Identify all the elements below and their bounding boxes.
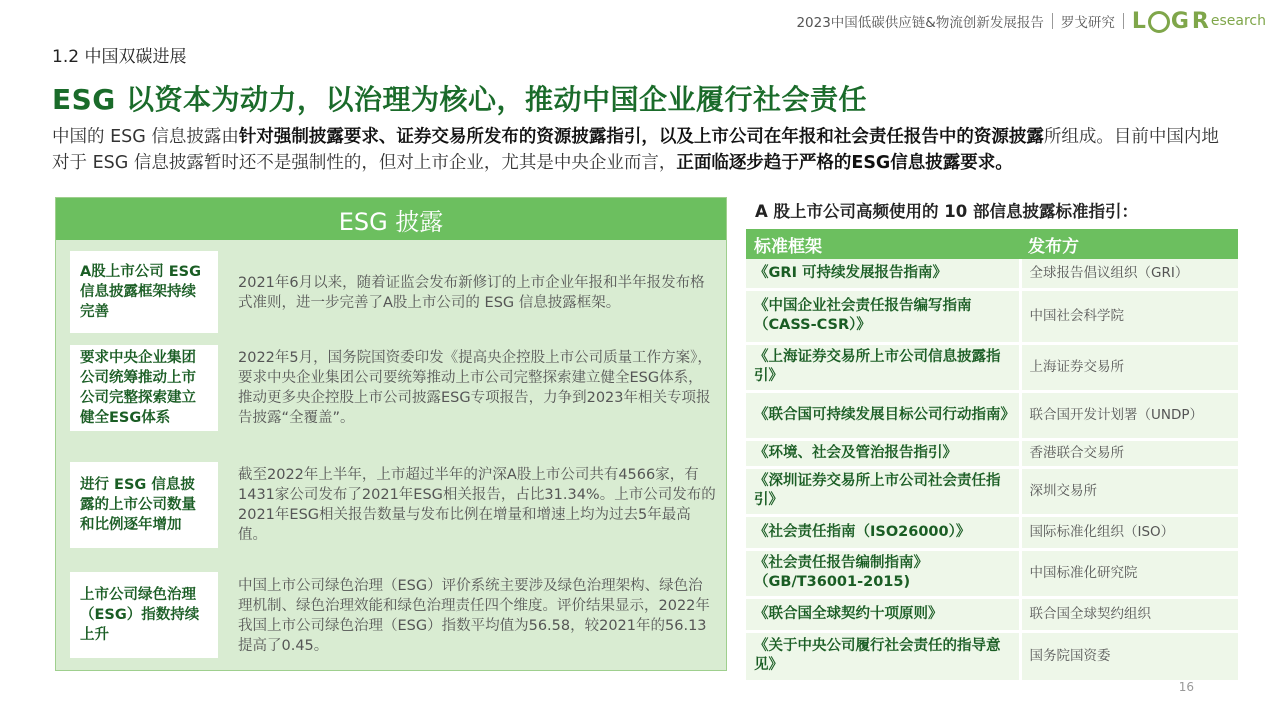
table-row (746, 549, 1238, 597)
framework-issuer: 全球报告倡议组织（GRI） (1020, 259, 1238, 289)
table-row (746, 439, 1238, 467)
esg-row-label: 上市公司绿色治理（ESG）指数持续上升 (70, 572, 218, 658)
framework-name: 《社会责任指南（ISO26000）》 (746, 515, 1020, 549)
top-header (796, 6, 1266, 36)
org-name: 罗戈研究 (1060, 15, 1115, 31)
framework-issuer: 深圳交易所 (1020, 467, 1238, 515)
framework-issuer: 香港联合交易所 (1020, 439, 1238, 467)
esg-row-label: 进行 ESG 信息披露的上市公司数量和比例逐年增加 (70, 462, 218, 548)
logo: L G R esearch (1131, 8, 1266, 34)
framework-issuer: 中国社会科学院 (1020, 289, 1238, 343)
report-title: 2023中国低碳供应链&物流创新发展报告 (796, 15, 1044, 31)
intro-paragraph (52, 124, 1222, 176)
logo-o-icon (1148, 11, 1170, 33)
intro-text-1: 中国的 ESG 信息披露由 (52, 127, 239, 147)
esg-row-label: 要求中央企业集团公司统筹推动上市公司完整探索建立健全ESG体系 (70, 345, 218, 431)
esg-row-desc: 2021年6月以来，随着证监会发布新修订的上市企业年报和半年报发布格式准则，进一步完善了A股上市公司的 ESG 信息披露框架。 (238, 275, 705, 311)
framework-issuer: 上海证券交易所 (1020, 343, 1238, 391)
framework-name: 《联合国全球契约十项原则》 (746, 597, 1020, 631)
framework-name: 《GRI 可持续发展报告指南》 (746, 259, 1020, 289)
standards-table-title: A 股上市公司高频使用的 10 部信息披露标准指引： (755, 202, 1138, 221)
esg-row-desc: 2022年5月，国务院国资委印发《提高央企控股上市公司质量工作方案》，要求中央企业集团公司要统筹推动上市公司完整探索建立健全ESG体系，推动更多央企控股上市公司披露ESG专项报告，力争到2023年相关专项报告披露“全覆盖”。 (238, 350, 712, 426)
table-row (746, 631, 1238, 681)
framework-issuer: 联合国开发计划署（UNDP） (1020, 391, 1238, 439)
intro-text-2: 所组成。目前中国内地对于 ESG 信息披露暂时还不是强制性的，但对上市企业，尤其是中央企业而言， (52, 127, 1219, 173)
standards-table (746, 229, 1238, 683)
table-row (746, 515, 1238, 549)
table-header-row (746, 229, 1238, 259)
framework-issuer: 中国标准化研究院 (1020, 549, 1238, 597)
table-row (746, 343, 1238, 391)
esg-panel-title: ESG 披露 (56, 198, 726, 240)
framework-name: 《上海证券交易所上市公司信息披露指引》 (746, 343, 1020, 391)
col-header-framework: 标准框架 (746, 229, 1020, 259)
esg-row-label: A股上市公司 ESG 信息披露框架持续完善 (70, 251, 218, 333)
framework-issuer: 国际标准化组织（ISO） (1020, 515, 1238, 549)
page-headline: ESG 以资本为动力，以治理为核心，推动中国企业履行社会责任 (52, 83, 868, 116)
intro-bold-2: 正面临逐步趋于严格的ESG信息披露要求。 (676, 153, 1013, 173)
table-row (746, 259, 1238, 289)
framework-name: 《关于中央公司履行社会责任的指导意见》 (746, 631, 1020, 681)
framework-issuer: 国务院国资委 (1020, 631, 1238, 681)
col-header-issuer: 发布方 (1020, 229, 1238, 259)
esg-row-desc: 截至2022年上半年，上市超过半年的沪深A股上市公司共有4566家，有1431家公司发布了2021年ESG相关报告，占比31.34%。上市公司发布的2021年ESG相关报告数量与发布比例在增量和增速上均为过去5年最高值。 (238, 467, 716, 543)
esg-row-desc: 中国上市公司绿色治理（ESG）评价系统主要涉及绿色治理架构、绿色治理机制、绿色治理效能和绿色治理责任四个维度。评价结果显示，2022年我国上市公司绿色治理（ESG）指数平均值为56.58，较2021年的56.13提高了0.45。 (238, 578, 710, 654)
table-row (746, 391, 1238, 439)
intro-bold-1: 针对强制披露要求、证券交易所发布的资源披露指引，以及上市公司在年报和社会责任报告中的资源披露 (238, 127, 1044, 147)
framework-name: 《联合国可持续发展目标公司行动指南》 (746, 391, 1020, 439)
framework-name: 《深圳证券交易所上市公司社会责任指引》 (746, 467, 1020, 515)
page-number: 16 (1178, 680, 1194, 694)
table-row (746, 467, 1238, 515)
divider (1052, 13, 1053, 29)
framework-issuer: 联合国全球契约组织 (1020, 597, 1238, 631)
table-row (746, 289, 1238, 343)
divider (1123, 13, 1124, 29)
section-label: 1.2 中国双碳进展 (52, 47, 187, 67)
framework-name: 《社会责任报告编制指南》（GB/T36001-2015) (746, 549, 1020, 597)
table-row (746, 597, 1238, 631)
framework-name: 《中国企业社会责任报告编写指南（CASS-CSR）》 (746, 289, 1020, 343)
framework-name: 《环境、社会及管治报告指引》 (746, 439, 1020, 467)
esg-disclosure-panel (55, 197, 727, 671)
